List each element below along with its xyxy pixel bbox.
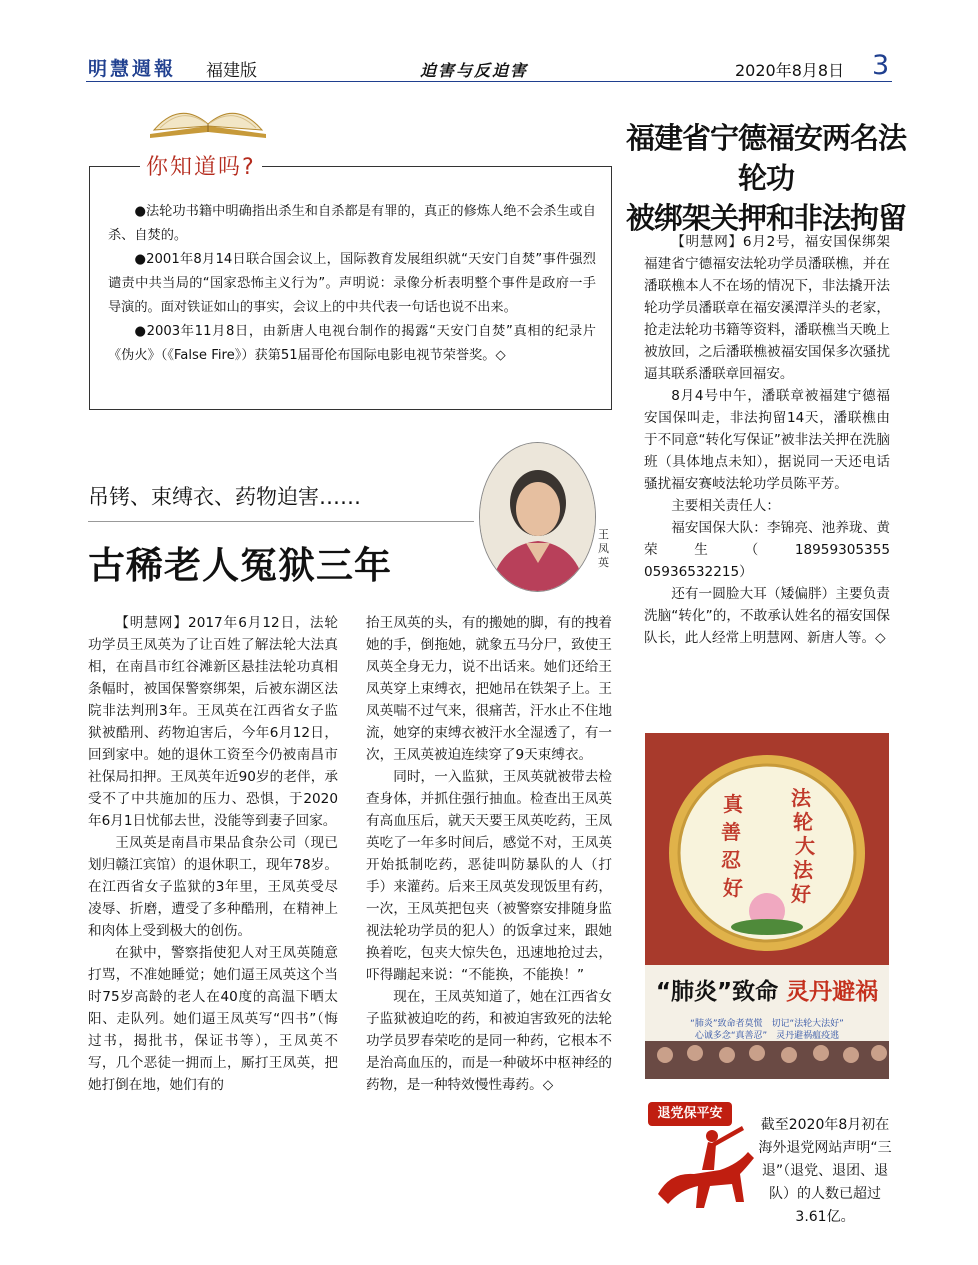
ad-subline: “肺炎”致命者莫慌 切记“法轮大法好” [690, 1019, 844, 1029]
dyk-paragraph: ●2001年8月14日联合国会议上，国际教育发展组织就“天安门自焚”事件强烈谴责中共当局的“国家恐怖主义行为”。声明说：录像分析表明整个事件是政府一手导演的。面对铁证如山的事实，会议上的中共代表一句话也说不出来。 [108, 252, 596, 315]
right-article-column [644, 231, 904, 649]
dyk-paragraph: ●2003年11月8日，由新唐人电视台制作的揭露“天安门自焚”真相的纪录片《伪火》（《False Fire》）获第51届哥伦布国际电影电视节荣誉奖。◇ [108, 324, 596, 363]
article-paragraph: 抬王凤英的头，有的搬她的脚，有的拽着她的手，倒拖她，就象五马分尸，致使王凤英全身无力，说不出话来。她们还给王凤英穿上束缚衣，把她吊在铁架子上。王凤英喘不过气来，很痛苦，汗水止不住地流，她穿的束缚衣被汗水全湿透了，有一次，王凤英被迫连续穿了9天束缚衣。 [366, 615, 612, 763]
article-paragraph: 在狱中，警察指使犯人对王凤英随意打骂，不准她睡觉；她们逼王凤英这个当时75岁高龄的老人在40度的高温下晒太阳、走队列。她们逼王凤英写“四书”（悔过书，揭批书，保证书等），王凤英不写，几个恶徒一拥而上，厮打王凤英，把她打倒在地，她们有的 [88, 945, 338, 1093]
article-paragraph: 主要相关责任人： [671, 498, 780, 514]
ad-headline-part-a: “肺炎”致命 [655, 979, 779, 1005]
article-paragraph: 现在，王凤英知道了，她在江西省女子监狱被迫吃的药，和被迫害致死的法轮功学员罗春荣吃的是同一种药，它根本不是治高血压的，而是一种破坏中枢神经的药物，是一种特效慢性毒药。◇ [366, 989, 612, 1093]
did-you-know-text [108, 200, 596, 368]
medallion-char: 法 [793, 858, 813, 882]
medallion-char: 好 [723, 876, 743, 900]
article-paragraph: 同时，一入监狱，王凤英就被带去检查身体，并抓住强行抽血。检查出王凤英有高血压后，就天天要王凤英吃药，王凤英吃了一年多时间后，感觉不对，王凤英开始抵制吃药，恶徒叫防暴队的人（打手）来灌药。后来王凤英发现饭里有药，一次，王凤英把包夹（被警察安排随身监视法轮功学员的犯人）的饭拿过来，跟她换着吃，包夹大惊失色，迅速地抢过去，吓得蹦起来说：“不能换，不能换！” [366, 769, 612, 983]
medallion-char: 善 [721, 820, 741, 844]
medallion-graphic [645, 733, 889, 965]
section-title: 迫害与反迫害 [420, 61, 529, 80]
medallion-char: 大 [795, 834, 815, 858]
medallion-char: 真 [723, 792, 743, 816]
article-column-2 [366, 612, 612, 1096]
page-number: 3 [872, 50, 890, 81]
article-paragraph: 福安国保大队：李锦亮、池养珑、黄荣生（18959305355 05936532215） [644, 520, 904, 580]
edition-label: 福建版 [206, 61, 257, 81]
article-column-1 [88, 612, 338, 1096]
right-title-line: 被绑架关押和非法拘留 [625, 201, 906, 235]
dyk-paragraph: ●法轮功书籍中明确指出杀生和自杀都是有罪的，真正的修炼人绝不会杀生或自杀、自焚的。 [108, 204, 596, 243]
article-paragraph: 王凤英是南昌市果品食杂公司（现已划归赣江宾馆）的退休职工，现年78岁。在江西省女子监狱的3年里，王凤英受尽凌辱、折磨，遭受了多种酷刑，在精神上和肉体上受到极大的创伤。 [88, 835, 338, 939]
issue-date: 2020年8月8日 [735, 61, 845, 80]
horse-rider-icon [650, 1124, 760, 1216]
header-rule [86, 81, 892, 82]
right-title-line: 福建省宁德福安两名法轮功 [625, 121, 906, 195]
kicker-rule [88, 521, 474, 522]
article-title: 古稀老人冤狱三年 [88, 544, 392, 587]
falun-dafa-ad [645, 733, 889, 1079]
medallion-char: 轮 [793, 810, 813, 834]
ad-subline: 心诚多念“真善忍” 灵丹避祸瘟疫逃 [694, 1031, 840, 1041]
did-you-know-title: 你知道吗? [146, 155, 256, 180]
right-article-title [625, 118, 907, 238]
article-paragraph: 【明慧网】6月2号，福安国保绑架福建省宁德福安法轮功学员潘联樵，并在潘联樵本人不在场的情况下，非法撬开法轮功学员潘联章在福安溪潭洋头的老家，抢走法轮功书籍等资料，潘联樵当天晚上被放回，之后潘联樵被福安国保多次骚扰逼其联系潘联章回福安。 [644, 234, 890, 382]
ad-headline [645, 973, 889, 1006]
article-paragraph: 还有一圆脸大耳（矮偏胖）主要负责洗脑“转化”的，不敢承认姓名的福安国保队长，此人经常上明慧网、新唐人等。◇ [644, 586, 890, 646]
article-paragraph: 【明慧网】2017年6月12日，法轮功学员王凤英为了让百姓了解法轮大法真相，在南昌市红谷滩新区悬挂法轮功真相条幅时，被国保警察绑架，后被东湖区法院非法判刑3年。王凤英在江西省女子监狱被酷刑、药物迫害后，今年6月12日，回到家中。她的退休工资至今仍被南昌市社保局扣押。王凤英年近90岁的老伴，承受不了中共施加的压力、恐惧，于2020年6月1日忧郁去世，没能等到妻子回家。 [88, 615, 338, 829]
open-book-icon [146, 96, 270, 140]
photo-caption: 王凤英 [598, 528, 609, 569]
tuidang-badge: 退党保平安 [648, 1102, 732, 1126]
medallion-char: 忍 [721, 848, 741, 872]
tuidang-text: 截至2020年8月初在海外退党网站声明“三退”（退党、退团、退队）的人数已超过3.61亿。 [758, 1117, 892, 1225]
newspaper-logo: 明慧週報 [88, 58, 177, 80]
medallion-char: 好 [791, 882, 811, 906]
portrait-photo [479, 442, 596, 592]
medallion-char: 法 [791, 786, 811, 810]
ad-headline-part-b: 灵丹避祸 [786, 979, 879, 1005]
crowd-graphic [645, 1041, 889, 1079]
portrait-person-icon [480, 443, 595, 591]
article-kicker: 吊铐、束缚衣、药物迫害…… [88, 485, 361, 509]
article-paragraph: 8月4号中午，潘联章被福建宁德福安国保叫走，非法拘留14天，潘联樵由于不同意“转化写保证”被非法关押在洗脑班（具体地点未知），据说同一天还电话骚扰福安赛岐法轮功学员陈平芳。 [644, 388, 890, 492]
